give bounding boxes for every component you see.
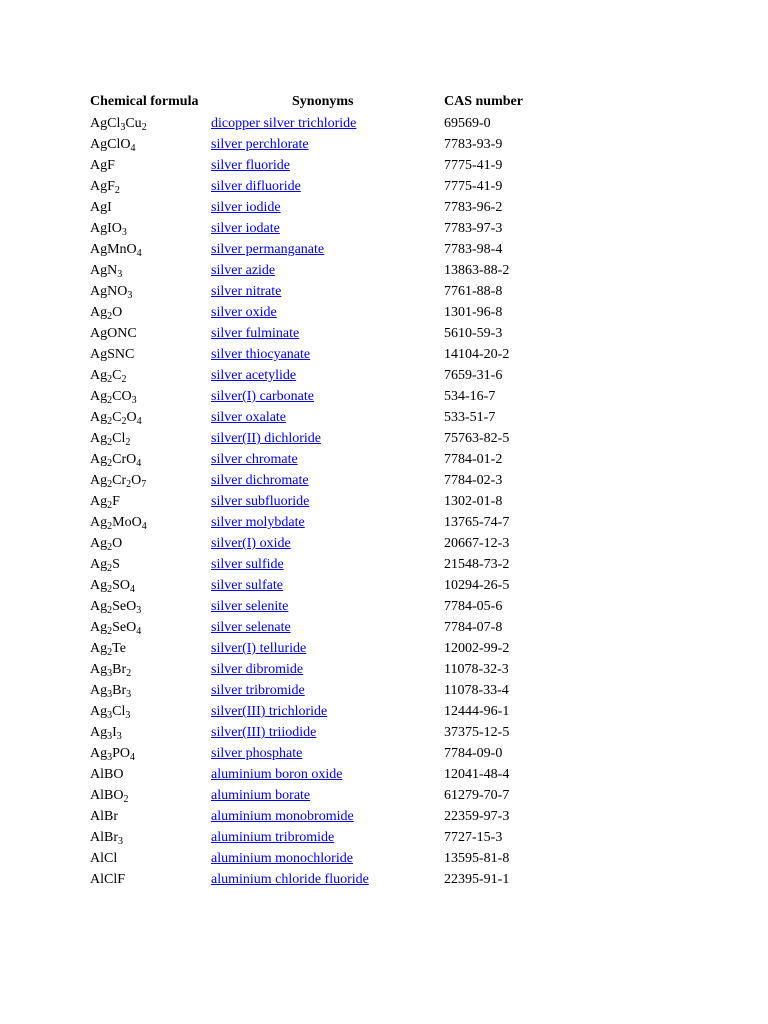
table-row <box>0 869 768 890</box>
synonym-link[interactable]: silver sulfide <box>211 557 284 572</box>
formula-cell: $Ag_2CrO_4$ <box>90 452 142 469</box>
cas-cell: 11078-32-3 <box>444 662 509 677</box>
cas-cell: 22359-97-3 <box>444 809 510 824</box>
synonym-link[interactable]: silver fulminate <box>211 326 300 341</box>
synonym-link[interactable]: silver dichromate <box>211 473 309 488</box>
table-row <box>0 827 768 848</box>
synonym-link[interactable]: silver(I) telluride <box>211 641 307 656</box>
cas-cell: 11078-33-4 <box>444 683 509 698</box>
table-row <box>0 386 768 407</box>
table-row <box>0 491 768 512</box>
cas-cell: 7784-09-0 <box>444 746 503 761</box>
header-synonyms: Synonyms <box>292 94 354 109</box>
formula-cell: AlBO <box>90 767 124 782</box>
formula-cell: $Ag_3Br_3$ <box>90 683 132 700</box>
synonym-link[interactable]: silver azide <box>211 263 276 278</box>
table-row <box>0 428 768 449</box>
cas-cell: 21548-73-2 <box>444 557 510 572</box>
table-row <box>0 575 768 596</box>
synonym-link[interactable]: silver perchlorate <box>211 137 309 152</box>
table-row <box>0 596 768 617</box>
cas-cell: 7784-01-2 <box>444 452 503 467</box>
synonym-link[interactable]: aluminium monochloride <box>211 851 353 866</box>
synonym-link[interactable]: silver selenate <box>211 620 291 635</box>
formula-cell: AlBr <box>90 809 118 824</box>
table-row <box>0 323 768 344</box>
table-row <box>0 701 768 722</box>
formula-cell: $Ag_3PO_4$ <box>90 746 136 763</box>
cas-cell: 12041-48-4 <box>444 767 510 782</box>
table-row <box>0 470 768 491</box>
cas-cell: 7783-97-3 <box>444 221 503 236</box>
cas-cell: 22395-91-1 <box>444 872 510 887</box>
formula-cell: AgI <box>90 200 112 215</box>
synonym-link[interactable]: aluminium monobromide <box>211 809 354 824</box>
formula-cell: $Ag_2SeO_3$ <box>90 599 142 616</box>
synonym-link[interactable]: silver(III) trichloride <box>211 704 328 719</box>
cas-cell: 12002-99-2 <box>444 641 510 656</box>
synonym-link[interactable]: dicopper silver trichloride <box>211 116 357 131</box>
formula-cell: AgONC <box>90 326 137 341</box>
table-row <box>0 638 768 659</box>
formula-cell: AlBr$_3$ <box>90 830 123 847</box>
synonym-link[interactable]: silver iodide <box>211 200 281 215</box>
synonym-link[interactable]: silver iodate <box>211 221 280 236</box>
formula-cell: $Ag_2O$ <box>90 536 123 553</box>
formula-cell: $Ag_2C_2O_4$ <box>90 410 142 427</box>
synonym-link[interactable]: silver(II) dichloride <box>211 431 322 446</box>
formula-cell: $AgCl_3Cu_2$ <box>90 116 147 133</box>
cas-cell: 7775-41-9 <box>444 179 503 194</box>
cas-cell: 37375-12-5 <box>444 725 510 740</box>
table-row <box>0 806 768 827</box>
table-row <box>0 743 768 764</box>
synonym-link[interactable]: silver selenite <box>211 599 289 614</box>
cas-cell: 7783-93-9 <box>444 137 503 152</box>
cas-cell: 533-51-7 <box>444 410 496 425</box>
synonym-link[interactable]: aluminium borate <box>211 788 311 803</box>
table-row <box>0 617 768 638</box>
cas-cell: 7727-15-3 <box>444 830 503 845</box>
formula-cell: AlBO$_2$ <box>90 788 129 805</box>
compound-table <box>0 113 768 890</box>
synonym-link[interactable]: silver dibromide <box>211 662 304 677</box>
synonym-link[interactable]: silver difluoride <box>211 179 301 194</box>
table-row <box>0 659 768 680</box>
cas-cell: 1301-96-8 <box>444 305 503 320</box>
table-row <box>0 155 768 176</box>
cas-cell: 61279-70-7 <box>444 788 510 803</box>
cas-cell: 13863-88-2 <box>444 263 510 278</box>
formula-cell: $Ag_2C_2$ <box>90 368 127 385</box>
formula-cell: $Ag_2O$ <box>90 305 123 322</box>
formula-cell: AgMnO$_4$ <box>90 242 142 259</box>
cas-cell: 20667-12-3 <box>444 536 510 551</box>
formula-cell: $Ag_2CO_3$ <box>90 389 137 406</box>
table-row <box>0 260 768 281</box>
formula-cell: $Ag_2SO_4$ <box>90 578 136 595</box>
formula-cell: $Ag_2Cr_2O_7$ <box>90 473 147 490</box>
table-row <box>0 848 768 869</box>
table-row <box>0 197 768 218</box>
formula-cell: $Ag_3Cl_3$ <box>90 704 131 721</box>
formula-cell: AgN$_3$ <box>90 263 123 280</box>
synonym-link[interactable]: aluminium boron oxide <box>211 767 343 782</box>
cas-cell: 75763-82-5 <box>444 431 510 446</box>
synonym-link[interactable]: silver(III) triiodide <box>211 725 317 740</box>
formula-cell: AgSNC <box>90 347 135 362</box>
formula-cell: AgNO$_3$ <box>90 284 133 301</box>
formula-cell: $Ag_2Te$ <box>90 641 126 658</box>
table-row <box>0 239 768 260</box>
table-row <box>0 554 768 575</box>
formula-cell: AlCl <box>90 851 118 866</box>
synonym-link[interactable]: silver sulfate <box>211 578 283 593</box>
table-row <box>0 449 768 470</box>
table-row <box>0 722 768 743</box>
formula-cell: AgF <box>90 158 115 173</box>
cas-cell: 7784-02-3 <box>444 473 503 488</box>
synonym-link[interactable]: silver tribromide <box>211 683 305 698</box>
synonym-link[interactable]: silver thiocyanate <box>211 347 311 362</box>
table-row <box>0 176 768 197</box>
cas-cell: 13765-74-7 <box>444 515 510 530</box>
table-row <box>0 281 768 302</box>
cas-cell: 13595-81-8 <box>444 851 510 866</box>
cas-cell: 7784-07-8 <box>444 620 503 635</box>
synonym-link[interactable]: silver fluoride <box>211 158 290 173</box>
formula-cell: $Ag_2F$ <box>90 494 120 511</box>
cas-cell: 12444-96-1 <box>444 704 510 719</box>
table-row <box>0 344 768 365</box>
synonym-link[interactable]: silver subfluoride <box>211 494 310 509</box>
formula-cell: $Ag_2S$ <box>90 557 120 574</box>
synonym-link[interactable]: silver nitrate <box>211 284 282 299</box>
synonym-link[interactable]: aluminium tribromide <box>211 830 335 845</box>
cas-cell: 10294-26-5 <box>444 578 510 593</box>
table-row <box>0 134 768 155</box>
header-chemical-formula: Chemical formula <box>90 94 199 109</box>
synonym-link[interactable]: silver acetylide <box>211 368 297 383</box>
table-row <box>0 302 768 323</box>
table-row <box>0 365 768 386</box>
synonym-link[interactable]: silver(I) carbonate <box>211 389 314 404</box>
formula-cell: AgIO$_3$ <box>90 221 127 238</box>
table-row <box>0 512 768 533</box>
formula-cell: $Ag_2SeO_4$ <box>90 620 142 637</box>
formula-cell: $Ag_2MoO_4$ <box>90 515 147 532</box>
formula-cell: AlClF <box>90 872 126 887</box>
synonym-link[interactable]: silver permanganate <box>211 242 325 257</box>
cas-cell: 7783-98-4 <box>444 242 503 257</box>
cas-cell: 7761-88-8 <box>444 284 503 299</box>
cas-cell: 14104-20-2 <box>444 347 510 362</box>
synonym-link[interactable]: silver chromate <box>211 452 298 467</box>
table-row <box>0 218 768 239</box>
table-row <box>0 764 768 785</box>
formula-cell: AgF$_2$ <box>90 179 120 196</box>
header-cas-number: CAS number <box>444 94 523 109</box>
synonym-link[interactable]: silver phosphate <box>211 746 303 761</box>
cas-cell: 7659-31-6 <box>444 368 503 383</box>
synonym-link[interactable]: silver(I) oxide <box>211 536 291 551</box>
synonym-link[interactable]: aluminium chloride fluoride <box>211 872 369 887</box>
cas-cell: 7783-96-2 <box>444 200 503 215</box>
table-row <box>0 113 768 134</box>
formula-cell: $Ag_3Br_2$ <box>90 662 132 679</box>
formula-cell: $Ag_3I_3$ <box>90 725 122 742</box>
table-row <box>0 785 768 806</box>
cas-cell: 7784-05-6 <box>444 599 503 614</box>
cas-cell: 7775-41-9 <box>444 158 503 173</box>
table-row <box>0 533 768 554</box>
formula-cell: AgClO$_4$ <box>90 137 136 154</box>
cas-cell: 1302-01-8 <box>444 494 503 509</box>
cas-cell: 534-16-7 <box>444 389 496 404</box>
formula-cell: $Ag_2Cl_2$ <box>90 431 131 448</box>
synonym-link[interactable]: silver oxide <box>211 305 277 320</box>
cas-cell: 5610-59-3 <box>444 326 503 341</box>
synonym-link[interactable]: silver oxalate <box>211 410 287 425</box>
table-row <box>0 407 768 428</box>
synonym-link[interactable]: silver molybdate <box>211 515 305 530</box>
cas-cell: 69569-0 <box>444 116 491 131</box>
table-row <box>0 680 768 701</box>
